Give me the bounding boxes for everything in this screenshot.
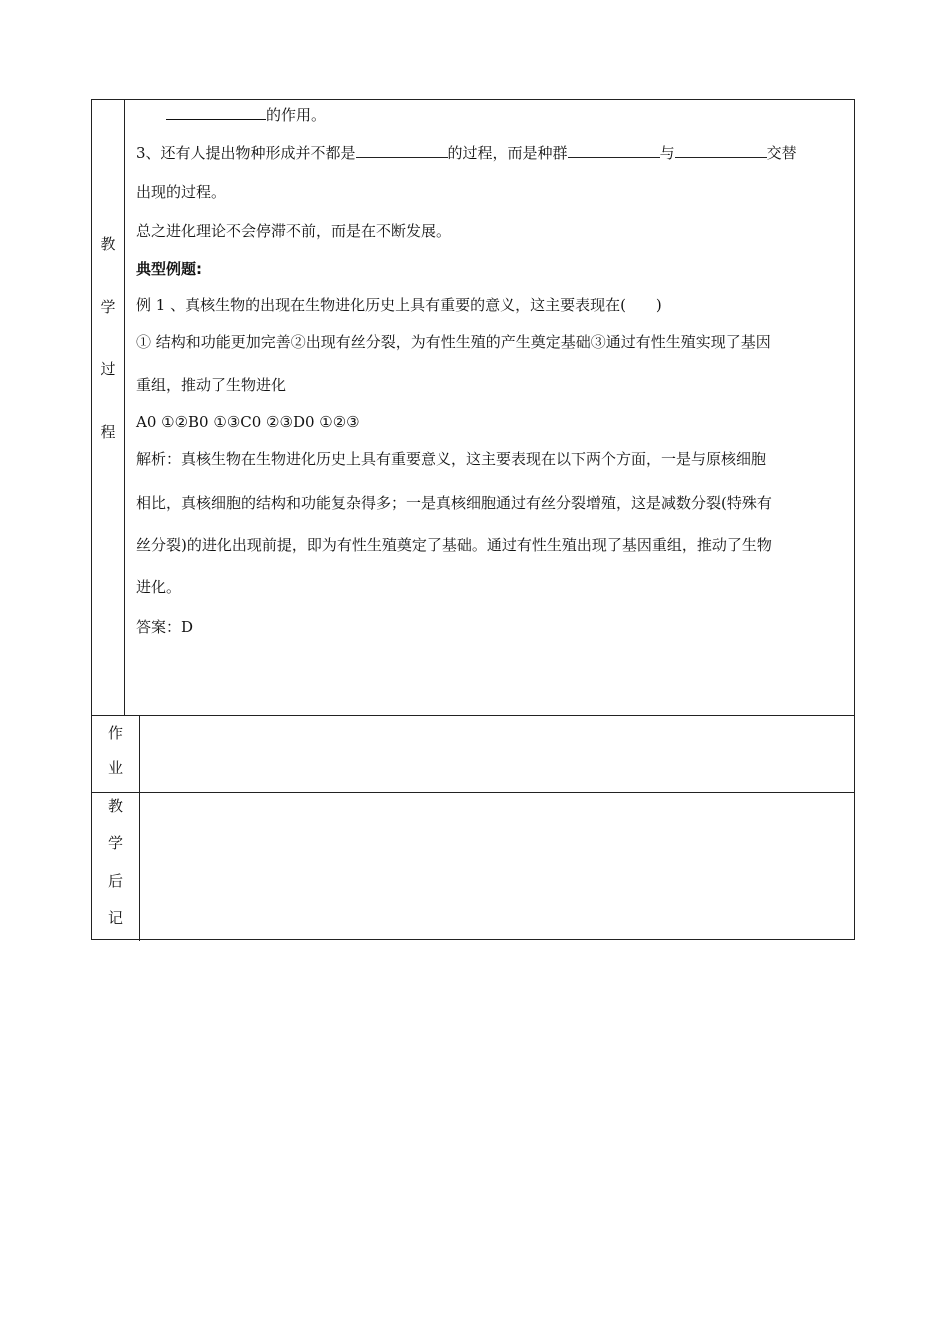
label-char: 业 — [107, 759, 123, 777]
homework-label — [92, 716, 140, 793]
label-char: 后 — [107, 872, 123, 890]
analysis-line: 解析：真核生物在生物进化历史上具有重要意义，这主要表现在以下两个方面，一是与原核细胞 — [136, 450, 767, 468]
fill-blank — [675, 143, 767, 158]
label-char: 教 — [100, 235, 116, 253]
analysis-line: 丝分裂)的进化出现前提，即为有性生殖奠定了基础。通过有性生殖出现了基因重组，推动了生物 — [136, 536, 772, 554]
section-heading: 典型例题: — [136, 260, 202, 278]
answer-line: 答案：D — [136, 618, 194, 636]
question-line: 例 1 、真核生物的出现在生物进化历史上具有重要的意义，这主要表现在( ) — [136, 296, 662, 314]
teaching-notes-row — [92, 792, 854, 941]
lesson-table — [91, 99, 855, 940]
label-char: 学 — [107, 834, 123, 852]
question-line: ① 结构和功能更加完善②出现有丝分裂，为有性生殖的产生奠定基础③通过有性生殖实现了基因 — [136, 333, 771, 351]
fill-blank — [568, 143, 660, 158]
fill-blank — [356, 143, 448, 158]
teaching-process-label — [92, 100, 125, 715]
text-line: 总之进化理论不会停滞不前，而是在不断发展。 — [136, 222, 452, 240]
text-line: 3、还有人提出物种形成并不都是 的过程，而是种群 与 交替 — [136, 144, 797, 162]
label-char: 记 — [107, 909, 123, 927]
text-line: 出现的过程。 — [136, 183, 227, 201]
text-line: 的作用。 — [166, 105, 326, 124]
label-char: 学 — [100, 298, 116, 316]
analysis-line: 进化。 — [136, 578, 182, 596]
label-char: 程 — [100, 423, 116, 441]
label-char: 教 — [107, 797, 123, 815]
label-char: 过 — [100, 360, 116, 378]
label-char: 作 — [107, 724, 123, 742]
question-line: 重组，推动了生物进化 — [136, 376, 287, 394]
teaching-process-row — [92, 100, 854, 715]
analysis-line: 相比，真核细胞的结构和功能复杂得多；一是真核细胞通过有丝分裂增殖，这是减数分裂(特殊有 — [136, 494, 772, 512]
answer-options: A0 ①②B0 ①③C0 ②③D0 ①②③ — [136, 413, 360, 431]
homework-row — [92, 715, 854, 793]
teaching-notes-label — [92, 793, 140, 941]
fill-blank — [166, 105, 266, 120]
